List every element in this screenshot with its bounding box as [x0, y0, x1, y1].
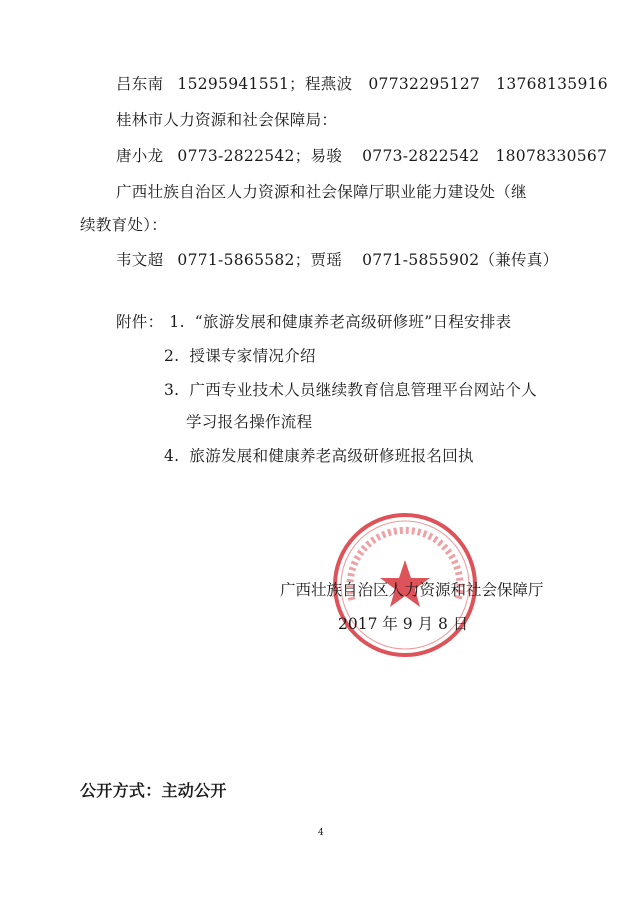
contact-phone: 07732295127	[368, 75, 481, 93]
contact-phone: 13768135916	[496, 75, 608, 93]
contact-name: 韦文超	[116, 251, 164, 269]
org-name-cont: 续教育处）：	[80, 216, 168, 234]
contact-phone: 0771-5855902（兼传真）	[362, 251, 559, 269]
attachment-3-cont	[186, 410, 312, 432]
contact-name: 贾瑶	[310, 251, 343, 269]
contact-line-5	[116, 248, 558, 270]
attachment-1	[116, 310, 511, 332]
attachment-num: 3.	[164, 381, 180, 399]
contact-org-guangxi	[116, 180, 527, 202]
disclosure-method: 公开方式：主动公开	[80, 781, 227, 800]
org-name: 广西壮族自治区人力资源和社会保障厅职业能力建设处（继	[116, 183, 527, 201]
contact-phone: 18078330567	[495, 147, 608, 165]
signature-date: 2017 年 9 月 8 日	[338, 615, 469, 633]
attachment-text-cont: 学习报名操作流程	[186, 413, 313, 431]
contact-name: 程燕波	[304, 75, 353, 93]
attachment-num: 4.	[164, 447, 180, 465]
org-name: 桂林市人力资源和社会保障局：	[116, 111, 338, 129]
contact-phone: 0773-2822542	[362, 147, 480, 165]
attachment-num: 2.	[164, 347, 180, 365]
page-number: 4	[318, 828, 324, 838]
contact-phone: 0771-5865582；	[177, 251, 311, 269]
attachment-text: “旅游发展和健康养老高级研修班”日程安排表	[194, 313, 512, 331]
contact-name: 易骏	[310, 147, 343, 165]
contact-phone: 15295941551；	[177, 75, 305, 93]
attachment-2	[164, 344, 316, 366]
attachment-text: 授课专家情况介绍	[189, 347, 316, 365]
attachment-3	[164, 378, 537, 400]
contact-line-3	[116, 144, 607, 166]
contact-line-1	[116, 72, 608, 94]
contact-phone: 0773-2822542；	[177, 147, 311, 165]
attachment-label: 附件：	[116, 313, 164, 331]
contact-org-guangxi-cont	[80, 213, 167, 235]
contact-org-guilin	[116, 108, 337, 130]
attachment-text: 广西专业技术人员继续教育信息管理平台网站个人	[189, 381, 537, 399]
attachment-num: 1.	[169, 313, 185, 331]
contact-name: 吕东南	[116, 75, 164, 93]
attachment-4	[164, 444, 474, 466]
contact-name: 唐小龙	[116, 147, 164, 165]
signature-org: 广西壮族自治区人力资源和社会保障厅	[280, 581, 544, 599]
attachment-text: 旅游发展和健康养老高级研修班报名回执	[189, 447, 474, 465]
